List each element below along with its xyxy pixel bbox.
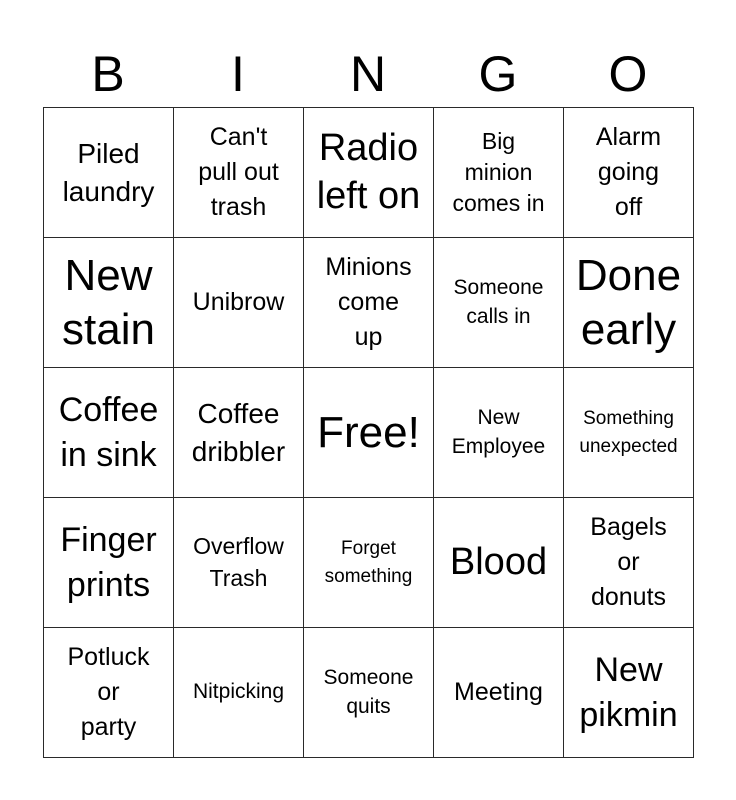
bingo-cell[interactable] (433, 497, 564, 628)
bingo-board (43, 107, 693, 757)
cell-text: Nitpicking (192, 680, 285, 704)
bingo-cell[interactable] (43, 627, 174, 758)
bingo-cell[interactable] (173, 627, 304, 758)
bingo-cell[interactable] (173, 237, 304, 368)
header-letter-o: O (608, 46, 648, 102)
bingo-cell[interactable] (173, 497, 304, 628)
bingo-cell[interactable] (433, 107, 564, 238)
cell-text: Can't pull out trash (198, 123, 279, 221)
bingo-cell[interactable] (173, 367, 304, 498)
cell-text: Unibrow (192, 288, 285, 316)
bingo-cell[interactable] (433, 367, 564, 498)
cell-text: Done early (575, 250, 682, 354)
free-space-text: Free! (317, 407, 420, 457)
bingo-cell[interactable] (563, 237, 694, 368)
bingo-cell[interactable] (43, 237, 174, 368)
cell-text: Big minion comes in (452, 127, 545, 217)
cell-text: Meeting (454, 678, 543, 706)
cell-text: Piled laundry (62, 137, 155, 207)
bingo-cell[interactable] (43, 497, 174, 628)
bingo-cell[interactable] (173, 107, 304, 238)
bingo-cell[interactable] (433, 627, 564, 758)
cell-text: Someone quits (323, 666, 414, 718)
bingo-header (43, 40, 693, 108)
cell-text: Blood (449, 540, 548, 583)
bingo-cell[interactable] (303, 497, 434, 628)
cell-text: Finger prints (60, 521, 157, 604)
bingo-cell[interactable] (433, 237, 564, 368)
cell-text: Coffee in sink (58, 391, 159, 474)
bingo-cell[interactable] (303, 627, 434, 758)
cell-text: Potluck or party (67, 643, 150, 741)
cell-text: Minions come up (325, 253, 412, 351)
bingo-cell[interactable] (563, 367, 694, 498)
cell-text: Bagels or donuts (590, 513, 667, 611)
header-letter-b: B (91, 46, 125, 102)
cell-text: Forget something (324, 537, 413, 587)
bingo-cell[interactable] (563, 497, 694, 628)
header-letter-i: I (231, 46, 245, 102)
bingo-cell[interactable] (563, 627, 694, 758)
header-letter-n: N (349, 46, 387, 102)
cell-text: Alarm going off (595, 123, 662, 221)
bingo-cell[interactable] (303, 107, 434, 238)
cell-text: Overflow Trash (193, 533, 284, 591)
bingo-cell[interactable] (303, 367, 434, 498)
bingo-cell[interactable] (303, 237, 434, 368)
cell-text: Coffee dribbler (191, 397, 286, 467)
cell-text: Someone calls in (453, 276, 544, 328)
cell-text: Something unexpected (579, 407, 678, 457)
bingo-cell[interactable] (43, 107, 174, 238)
cell-text: Radio left on (316, 127, 421, 217)
cell-text: New pikmin (579, 651, 678, 734)
header-letter-g: G (478, 46, 518, 102)
bingo-cell[interactable] (563, 107, 694, 238)
bingo-cell[interactable] (43, 367, 174, 498)
cell-text: New Employee (451, 406, 546, 458)
cell-text: New stain (62, 250, 155, 354)
